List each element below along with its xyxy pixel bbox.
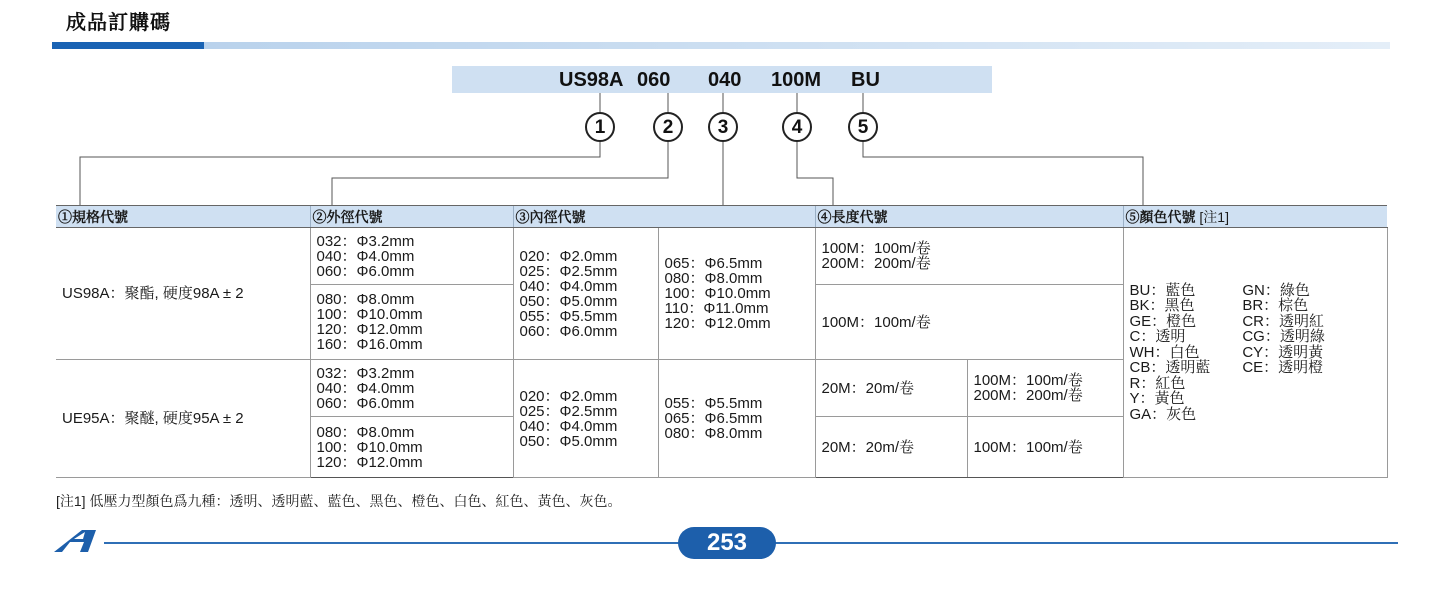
header-color-note: [注1] — [1199, 208, 1229, 225]
brand-logo-icon — [52, 528, 100, 554]
header-outer: ②外徑代號 — [310, 206, 513, 228]
marker-1: 1 — [585, 112, 615, 142]
length-ue95a-a2: 100M：100m/卷 200M：200m/卷 — [967, 360, 1123, 417]
page-number: 253 — [678, 527, 776, 559]
spec-table — [56, 205, 1388, 478]
footnote: [注1] 低壓力型顏色爲九種：透明、透明藍、藍色、黑色、橙色、白色、紅色、黃色、灰色。 — [56, 493, 622, 509]
table-header-row — [56, 206, 1387, 228]
table-row — [56, 228, 1387, 285]
marker-5: 5 — [848, 112, 878, 142]
outer-us98a-b: 080：Φ8.0mm 100：Φ10.0mm 120：Φ12.0mm 160：Φ16.0mm — [310, 285, 513, 360]
outer-us98a-a: 032：Φ3.2mm 040：Φ4.0mm 060：Φ6.0mm — [310, 228, 513, 285]
outer-ue95a-b: 080：Φ8.0mm 100：Φ10.0mm 120：Φ12.0mm — [310, 417, 513, 478]
color-list-left: BU：藍色 BK：黑色 GE：橙色 C：透明 WH：白色 CB：透明藍 R：紅色 Y：黃色 GA：灰色 — [1129, 281, 1211, 423]
inner-ue95a-1: 020：Φ2.0mm 025：Φ2.5mm 040：Φ4.0mm 050：Φ5.0mm — [513, 360, 658, 478]
connector-lines — [0, 0, 1447, 210]
spec-us98a: US98A：聚酯, 硬度98A ± 2 — [56, 228, 310, 360]
order-code-color: BU — [851, 69, 880, 91]
length-ue95a-b2: 100M：100m/卷 — [967, 417, 1123, 478]
page-title: 成品訂購碼 — [66, 10, 171, 34]
header-length: ④長度代號 — [815, 206, 1123, 228]
inner-ue95a-2: 055：Φ5.5mm 065：Φ6.5mm 080：Φ8.0mm — [658, 360, 815, 478]
order-code-length: 100M — [771, 69, 822, 91]
order-code-outer: 060 — [637, 69, 671, 91]
inner-us98a-2: 065：Φ6.5mm 080：Φ8.0mm 100：Φ10.0mm 110：Φ11.0mm 120：Φ12.0mm — [658, 228, 815, 360]
length-ue95a-b1: 20M：20m/卷 — [815, 417, 967, 478]
header-spec: ①規格代號 — [56, 206, 310, 228]
inner-us98a-1: 020：Φ2.0mm 025：Φ2.5mm 040：Φ4.0mm 050：Φ5.0mm 055：Φ5.5mm 060：Φ6.0mm — [513, 228, 658, 360]
outer-ue95a-a: 032：Φ3.2mm 040：Φ4.0mm 060：Φ6.0mm — [310, 360, 513, 417]
order-code-spec: US98A — [559, 69, 624, 91]
header-color-label: ⑤顏色代號 — [1125, 208, 1196, 225]
color-list-right: GN：綠色 BR：棕色 CR：透明紅 CG：透明綠 CY：透明黃 CE：透明橙 — [1242, 281, 1325, 377]
marker-3: 3 — [708, 112, 738, 142]
spec-ue95a: UE95A：聚醚, 硬度95A ± 2 — [56, 360, 310, 478]
color-codes — [1123, 228, 1387, 478]
header-inner: ③內徑代號 — [513, 206, 815, 228]
header-color — [1123, 206, 1387, 228]
marker-2: 2 — [653, 112, 683, 142]
length-us98a-a: 100M：100m/卷 200M：200m/卷 — [815, 228, 1123, 285]
marker-4: 4 — [782, 112, 812, 142]
length-us98a-b: 100M：100m/卷 — [815, 285, 1123, 360]
length-ue95a-a1: 20M：20m/卷 — [815, 360, 967, 417]
order-code-inner: 040 — [708, 69, 742, 91]
